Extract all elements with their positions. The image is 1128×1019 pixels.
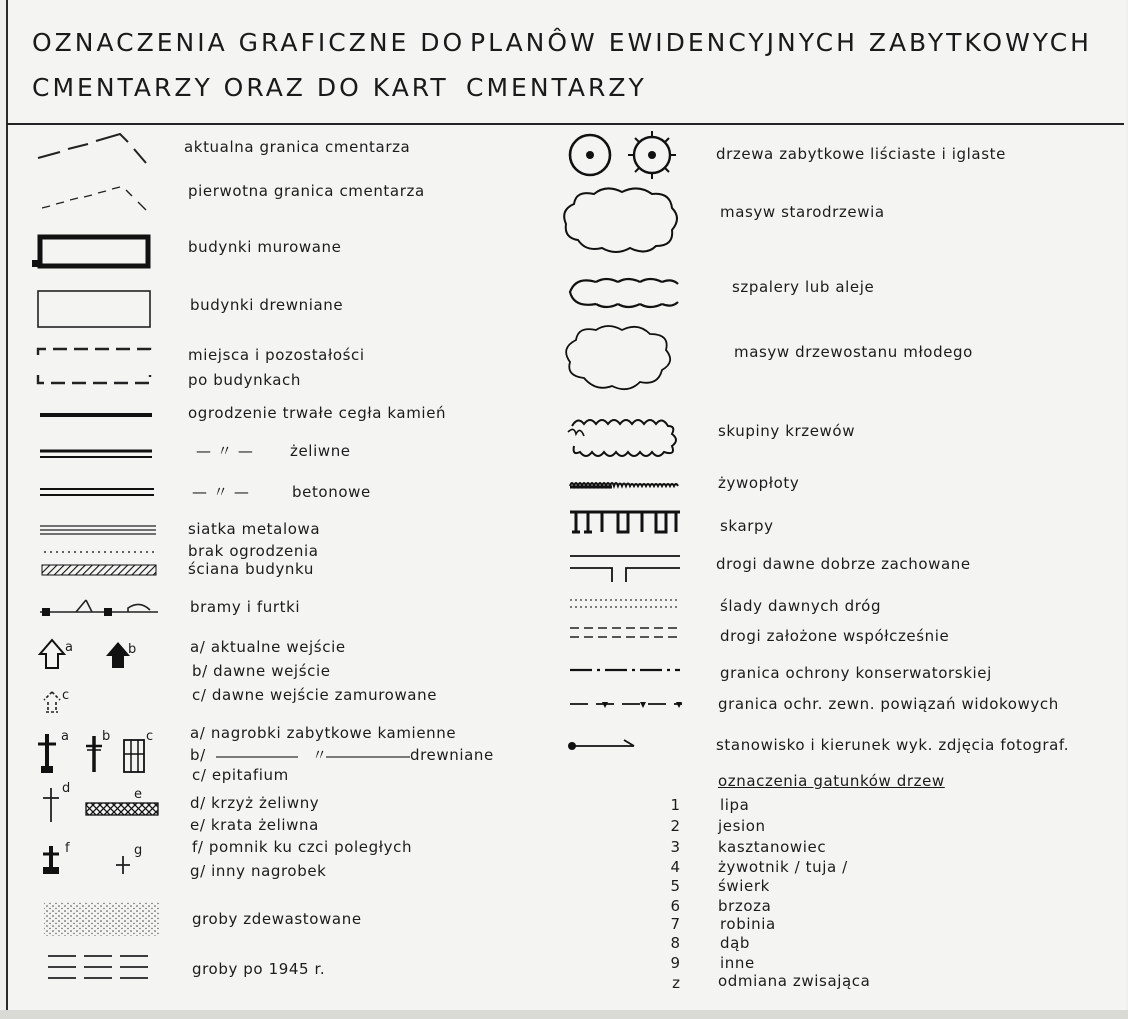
label-devastated-graves: groby zdewastowane — [192, 910, 362, 928]
gates-symbol — [30, 596, 170, 622]
castiron-grate-icon — [86, 803, 158, 815]
fence-permanent-symbol — [30, 408, 160, 422]
label-masonry-buildings: budynki murowane — [188, 238, 342, 256]
label-tomb-f: f/ pomnik ku czci poległych — [192, 838, 413, 856]
species-code: 9 — [670, 954, 680, 972]
label-entrance-b: b/ dawne wejście — [192, 662, 331, 680]
label-old-stand: masyw starodrzewia — [720, 203, 885, 221]
species-code: 3 — [670, 838, 680, 856]
historic-trees-symbol — [560, 125, 700, 185]
label-original-border: pierwotna granica cmentarza — [188, 182, 425, 200]
other-tomb-icon — [116, 856, 130, 874]
title-line-2a: CMENTARZY ORAZ DO KART — [32, 73, 449, 102]
road-traces-symbol — [568, 596, 698, 612]
shrub-groups-symbol — [564, 412, 694, 466]
label-photo-position: stanowisko i kierunek wyk. zdjęcia fotograf. — [716, 736, 1070, 754]
label-entrance-c: c/ dawne wejście zamurowane — [192, 686, 438, 704]
tomb-letter-e: e — [134, 787, 143, 802]
tomb-letter-f: f — [65, 841, 71, 856]
label-fence-concrete-mark: — 〃 — — [192, 483, 250, 501]
label-old-roads: drogi dawne dobrze zachowane — [716, 555, 971, 573]
species-name: dąb — [720, 934, 751, 952]
label-fence-concrete: betonowe — [292, 483, 371, 501]
title-line-1b: PLANÔW EWIDENCYJNYCH ZABYTKOWYCH — [470, 28, 1092, 57]
species-name: odmiana zwisająca — [718, 972, 871, 990]
species-code: 6 — [670, 897, 680, 915]
label-new-roads: drogi założone współcześnie — [720, 627, 950, 645]
fence-concrete-symbol — [30, 484, 160, 500]
slopes-symbol — [568, 506, 698, 542]
stone-tomb-icon — [38, 734, 56, 773]
devastated-graves-symbol — [40, 900, 170, 940]
protection-border-symbol — [568, 664, 698, 676]
photo-position-symbol — [564, 734, 694, 754]
label-tomb-d: d/ krzyż żeliwny — [190, 794, 320, 812]
post1945-graves-symbol — [40, 950, 170, 990]
species-name: żywotnik / tuja / — [718, 858, 848, 876]
entrance-letter-b: b — [128, 642, 137, 657]
label-hedges: żywopłoty — [718, 474, 800, 492]
label-fence-castiron-mark: — 〃 — — [196, 442, 254, 460]
original-border-symbol — [30, 180, 160, 220]
label-tomb-e: e/ krata żeliwna — [190, 816, 319, 834]
species-name: inne — [720, 954, 755, 972]
label-protection-border: granica ochrony konserwatorskiej — [720, 664, 992, 682]
tomb-letter-c: c — [146, 729, 154, 744]
label-view-protection: granica ochr. zewn. powiązań widokowych — [718, 695, 1059, 713]
entrance-letter-c: c — [62, 688, 70, 703]
label-tomb-b: drewniane — [410, 746, 494, 764]
view-protection-symbol — [568, 696, 698, 712]
title-line-1a: OZNACZENIA GRAFICZNE DO — [32, 28, 466, 57]
label-post1945-graves: groby po 1945 r. — [192, 960, 326, 978]
fence-castiron-symbol — [30, 446, 160, 462]
label-young-stand: masyw drzewostanu młodego — [734, 343, 973, 361]
label-tomb-a: a/ nagrobki zabytkowe kamienne — [190, 724, 457, 742]
entrance-letter-a: a — [65, 640, 74, 655]
building-remains-symbol — [30, 345, 160, 393]
masonry-building-symbol — [30, 230, 160, 272]
species-name: robinia — [720, 915, 776, 933]
label-metal-mesh: siatka metalowa — [188, 520, 321, 538]
wooden-tomb-icon — [86, 736, 102, 772]
species-heading: oznaczenia gatunków drzew — [718, 772, 945, 790]
tomb-letter-a: a — [61, 729, 70, 744]
species-name: świerk — [718, 877, 770, 895]
label-remains-line2: po budynkach — [188, 371, 301, 389]
label-tomb-b-prefix: b/ — [190, 746, 206, 764]
label-tomb-c: c/ epitafium — [192, 766, 289, 784]
species-code: z — [672, 974, 680, 992]
tomb-letter-b: b — [102, 729, 111, 744]
new-roads-symbol — [568, 624, 698, 642]
building-wall-symbol — [30, 563, 160, 577]
label-no-fence: brak ogrodzenia — [188, 542, 319, 560]
species-code: 1 — [670, 796, 680, 814]
metal-mesh-symbol — [30, 522, 160, 536]
label-tomb-g: g/ inny nagrobek — [190, 862, 327, 880]
tomb-letter-g: g — [134, 843, 143, 858]
label-gates: bramy i furtki — [190, 598, 301, 616]
hedges-symbol — [568, 476, 698, 496]
species-name: kasztanowiec — [718, 838, 827, 856]
tomb-letter-d: d — [62, 781, 71, 796]
young-stand-symbol — [558, 318, 688, 398]
page-bottom-edge — [0, 1010, 1128, 1019]
label-entrance-a: a/ aktualne wejście — [190, 638, 346, 656]
label-rows-alleys: szpalery lub aleje — [732, 278, 875, 296]
label-trees: drzewa zabytkowe liściaste i iglaste — [716, 145, 1006, 163]
label-road-traces: ślady dawnych dróg — [720, 597, 882, 615]
entrance-former-arrow-icon — [106, 642, 130, 668]
species-code: 5 — [670, 877, 680, 895]
label-shrub-groups: skupiny krzewów — [718, 422, 856, 440]
old-roads-symbol — [568, 550, 698, 586]
label-remains-line1: miejsca i pozostałości — [188, 346, 365, 364]
label-fence-permanent: ogrodzenie trwałe cegła kamień — [188, 404, 447, 422]
label-tomb-b-mark: 〃 — [312, 746, 328, 764]
castiron-cross-icon — [43, 788, 59, 822]
epitaph-icon — [124, 740, 144, 772]
deciduous-tree-icon — [570, 135, 610, 175]
species-code: 4 — [670, 858, 680, 876]
species-code: 2 — [670, 817, 680, 835]
species-name: lipa — [720, 796, 750, 814]
tomb-symbols — [30, 728, 170, 878]
actual-border-symbol — [30, 128, 160, 168]
entrance-arrows-symbol — [30, 636, 160, 716]
label-building-wall: ściana budynku — [188, 560, 314, 578]
species-code: 8 — [670, 934, 680, 952]
label-actual-border: aktualna granica cmentarza — [184, 138, 411, 156]
no-fence-symbol — [30, 547, 160, 557]
species-name: jesion — [718, 817, 766, 835]
fallen-memorial-icon — [43, 846, 59, 874]
wooden-building-symbol — [30, 287, 160, 331]
label-wooden-buildings: budynki drewniane — [190, 296, 344, 314]
conifer-tree-icon — [628, 131, 676, 179]
species-name: brzoza — [718, 897, 772, 915]
rows-alleys-symbol — [562, 274, 692, 314]
old-stand-symbol — [558, 182, 688, 262]
title-line-2b: CMENTARZY — [466, 73, 647, 102]
label-slopes: skarpy — [720, 517, 774, 535]
label-fence-castiron: żeliwne — [290, 442, 351, 460]
species-code: 7 — [670, 915, 680, 933]
entrance-walled-arrow-icon — [44, 692, 60, 712]
entrance-current-arrow-icon — [40, 640, 64, 668]
